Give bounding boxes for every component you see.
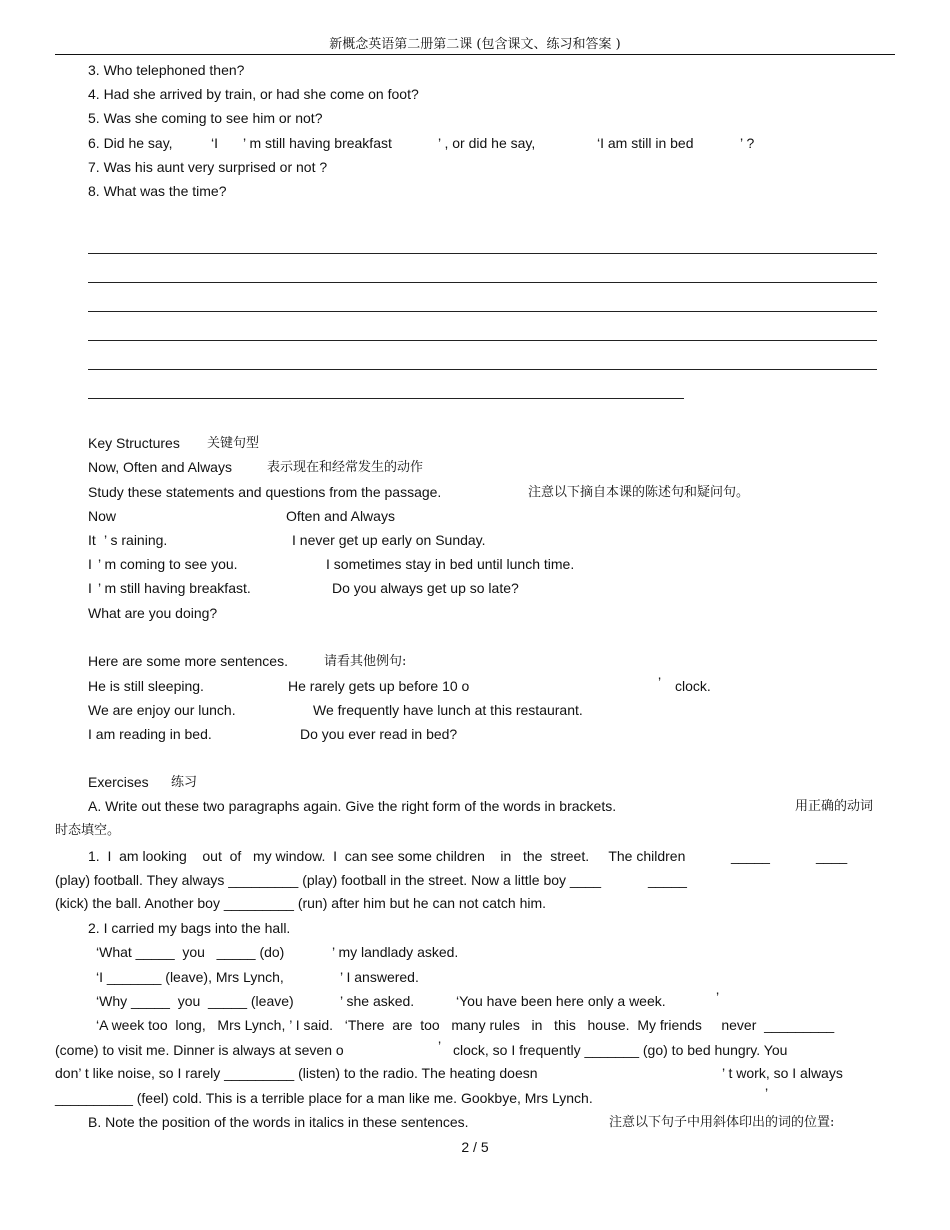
exercise-b-instruction-cn: 注意以下句子中用斜体印出的词的位置:	[609, 1115, 835, 1130]
exercise-a-paragraph-2: __________ (feel) cold. This is a terrible place for a man like me. Gookbye, Mrs Lynch.	[55, 1090, 593, 1106]
exercise-a-paragraph-2: ‘You have been here only a week.	[456, 993, 666, 1009]
exercise-a-paragraph-2: ’ my landlady asked.	[332, 944, 459, 960]
example-left: I am reading in bed.	[88, 726, 212, 742]
exercise-a-paragraph-2: ’ t work, so I always	[722, 1065, 843, 1081]
example-right: He rarely gets up before 10 o	[288, 678, 470, 694]
often-item: I sometimes stay in bed until lunch time.	[326, 556, 575, 572]
question-7: 7. Was his aunt very surprised or not ?	[88, 159, 328, 175]
study-instruction-cn: 注意以下摘自本课的陈述句和疑问句。	[528, 485, 750, 500]
exercise-a-paragraph-2: ’	[765, 1085, 769, 1101]
answer-line	[88, 340, 877, 341]
now-item: I	[88, 556, 92, 572]
answer-line	[88, 253, 877, 254]
often-item: Do you always get up so late?	[332, 580, 519, 596]
exercise-a-paragraph-2: ‘Why _____ you _____ (leave)	[96, 993, 294, 1009]
question-6-part: 6. Did he say,	[88, 135, 173, 151]
exercises-heading-cn: 练习	[171, 775, 198, 790]
exercise-a-paragraph-1: (play) football. They always _________ (play) football in the street. Now a little boy ____	[55, 872, 602, 888]
exercise-a-paragraph-2: ’ she asked.	[340, 993, 415, 1009]
blank: ____	[816, 848, 848, 864]
answer-line	[88, 398, 684, 399]
exercise-a-paragraph-2: ’	[438, 1038, 442, 1054]
key-structures-subheading-cn: 表示现在和经常发生的动作	[267, 460, 424, 475]
example-right: clock.	[675, 678, 711, 694]
blank: _____	[731, 848, 770, 864]
exercise-a-instruction-cn: 时态填空。	[55, 823, 121, 838]
question-6-part: ’ , or did he say,	[438, 135, 536, 151]
question-4: 4. Had she arrived by train, or had she come on foot?	[88, 86, 419, 102]
exercise-a-paragraph-1: (kick) the ball. Another boy _________ (run) after him but he can not catch him.	[55, 895, 547, 911]
answer-line	[88, 369, 877, 370]
example-left: We are enjoy our lunch.	[88, 702, 236, 718]
often-item: I never get up early on Sunday.	[292, 532, 486, 548]
exercise-a-paragraph-2: ‘I _______ (leave), Mrs Lynch,	[96, 969, 284, 985]
exercise-a-paragraph-2: ’	[716, 989, 720, 1005]
question-8: 8. What was the time?	[88, 183, 227, 199]
exercise-a-paragraph-2: don’ t like noise, so I rarely _________ (listen) to the radio. The heating doesn	[55, 1065, 538, 1081]
exercise-b-instruction: B. Note the position of the words in italics in these sentences.	[88, 1114, 469, 1130]
exercise-a-paragraph-1: 1. I am looking out of my window. I can see some children in the street. The children	[88, 848, 686, 864]
example-right: We frequently have lunch at this restaurant.	[313, 702, 583, 718]
exercise-a-instruction-cn: 用正确的动词	[795, 799, 874, 814]
exercise-a-paragraph-2: 2. I carried my bags into the hall.	[88, 920, 291, 936]
document-header: 新概念英语第二册第二课 (包含课文、练习和答案 )	[329, 37, 621, 52]
more-sentences-intro-cn: 请看其他例句:	[324, 654, 407, 669]
exercise-a-paragraph-2: ‘A week too long, Mrs Lynch, ’ I said. ‘There are too many rules in this house. My friends never _________	[96, 1017, 835, 1033]
now-item: ’ s raining.	[104, 532, 168, 548]
question-6-part: ‘I am still in bed	[597, 135, 694, 151]
question-5: 5. Was she coming to see him or not?	[88, 110, 323, 126]
now-item: I	[88, 580, 92, 596]
question-6-part: ’ ?	[740, 135, 755, 151]
column-now: Now	[88, 508, 117, 524]
example-right: Do you ever read in bed?	[300, 726, 458, 742]
question-6-part: ’ m still having breakfast	[243, 135, 392, 151]
now-item: It	[88, 532, 96, 548]
key-structures-heading: Key Structures	[88, 435, 180, 451]
example-right-apostrophe: ’	[658, 674, 662, 690]
exercises-heading: Exercises	[88, 774, 149, 790]
more-sentences-intro: Here are some more sentences.	[88, 653, 288, 669]
now-item: ’ m coming to see you.	[98, 556, 238, 572]
example-left: He is still sleeping.	[88, 678, 204, 694]
key-structures-subheading: Now, Often and Always	[88, 459, 232, 475]
blank: _____	[648, 872, 687, 888]
header-rule	[55, 54, 895, 55]
column-often-always: Often and Always	[286, 508, 395, 524]
key-structures-heading-cn: 关键句型	[207, 436, 260, 451]
question-3: 3. Who telephoned then?	[88, 62, 245, 78]
page-number: 2 / 5	[461, 1139, 489, 1155]
now-item: ’ m still having breakfast.	[98, 580, 251, 596]
answer-line	[88, 282, 877, 283]
exercise-a-instruction: A. Write out these two paragraphs again. Give the right form of the words in brackets.	[88, 798, 617, 814]
question-6-part: ‘I	[211, 135, 218, 151]
exercise-a-paragraph-2: clock, so I frequently _______ (go) to bed hungry. You	[453, 1042, 788, 1058]
now-item: What are you doing?	[88, 605, 218, 621]
study-instruction: Study these statements and questions from the passage.	[88, 484, 442, 500]
exercise-a-paragraph-2: (come) to visit me. Dinner is always at seven o	[55, 1042, 344, 1058]
answer-line	[88, 311, 877, 312]
exercise-a-paragraph-2: ’ I answered.	[340, 969, 419, 985]
exercise-a-paragraph-2: ‘What _____ you _____ (do)	[96, 944, 285, 960]
